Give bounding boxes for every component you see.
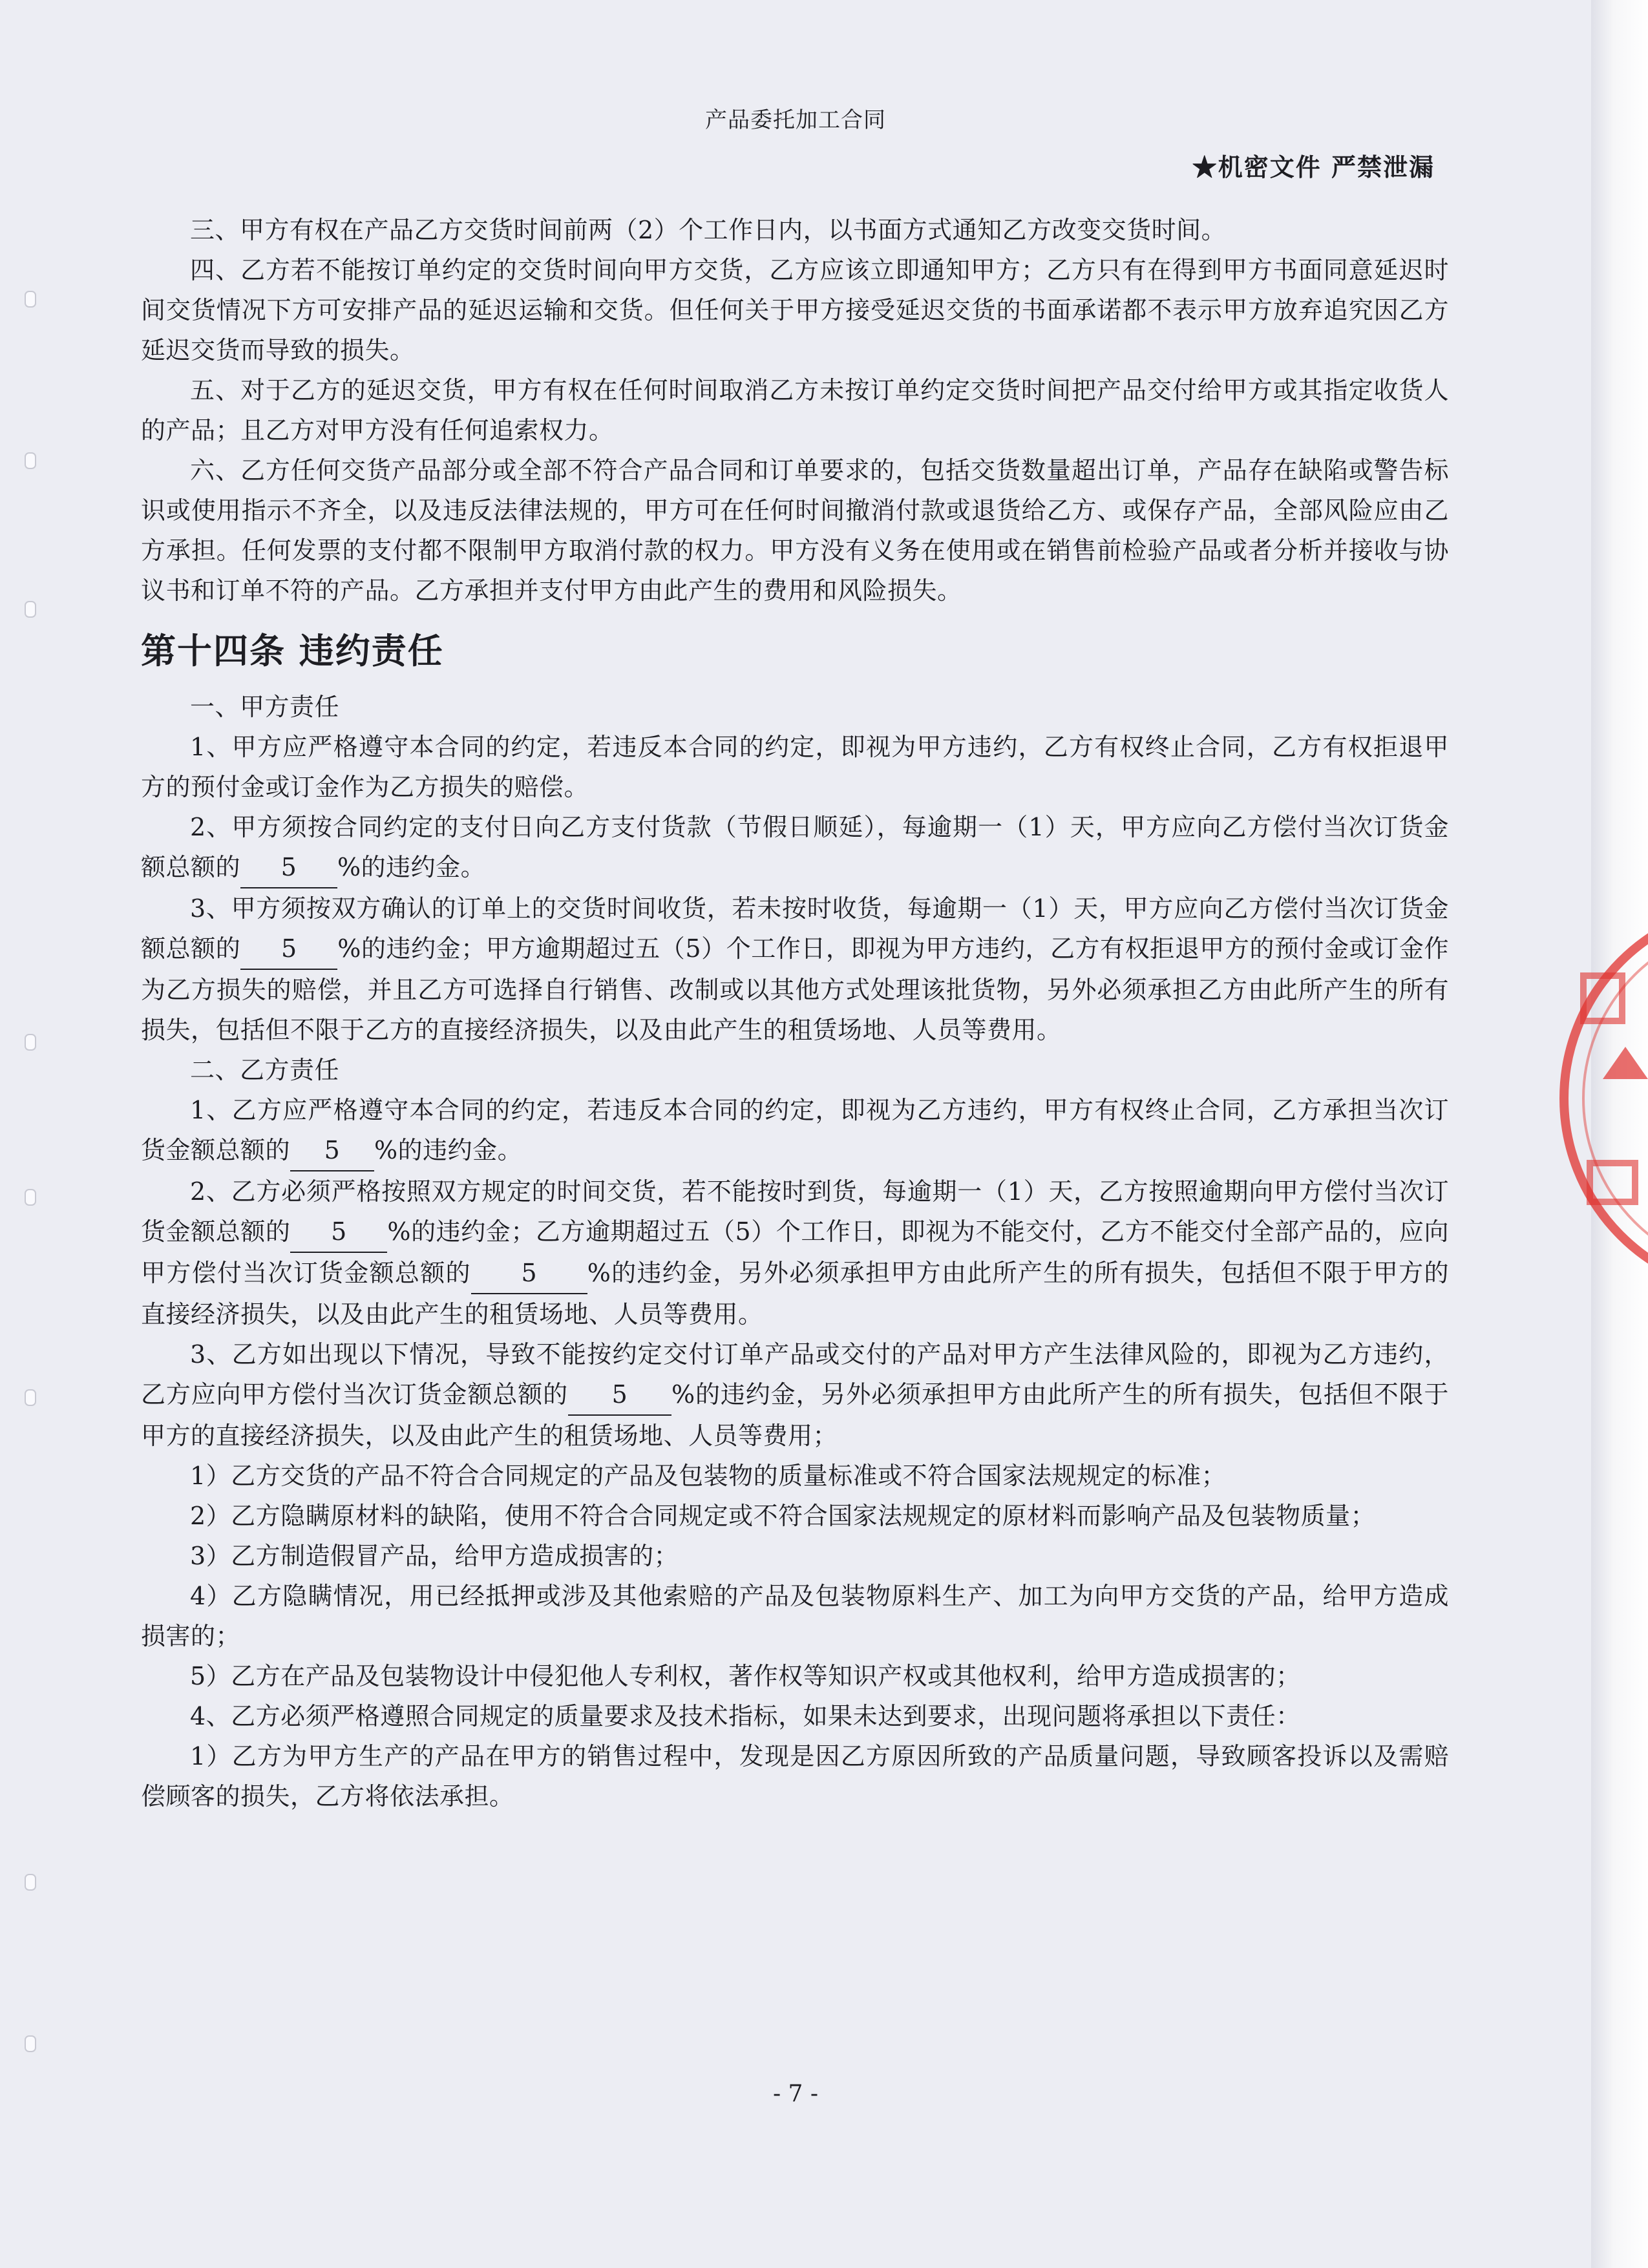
party-b-item-4: 4、乙方必须严格遵照合同规定的质量要求及技术指标，如果未达到要求，出现问题将承担以下责任：: [190, 1702, 1301, 1730]
confidential-mark: ★机密文件 严禁泄漏: [1192, 152, 1435, 182]
party-a-title: 一、甲方责任: [190, 693, 340, 721]
scan-edge: [1591, 0, 1648, 2268]
binding-hole: [25, 2035, 36, 2052]
clause-text: %的违约金；乙方逾期超过五（5）个工作日，即视为不能交付，乙方不能交付全部产品的，应向甲方偿付当次订货金额总额的: [141, 1217, 1449, 1287]
binding-hole: [25, 1874, 36, 1891]
party-b-sub-5: 5）乙方在产品及包装物设计中侵犯他人专利权，著作权等知识产权或其他权利，给甲方造成损害的；: [190, 1662, 1301, 1690]
party-b-sub-1: 1）乙方交货的产品不符合合同规定的产品及包装物的质量标准或不符合国家法规规定的标准；: [190, 1462, 1227, 1490]
binding-hole: [25, 1034, 36, 1051]
binding-hole: [25, 1189, 36, 1206]
clause-text: %的违约金，另外必须承担甲方由此所产生的所有损失，包括但不限于甲方的直接经济损失，以及由此产生的租赁场地、人员等费用；: [141, 1380, 1449, 1450]
clause-text: %的违约金，另外必须承担甲方由此所产生的所有损失，包括但不限于甲方的直接经济损失，以及由此产生的租赁场地、人员等费用。: [141, 1259, 1449, 1328]
binding-hole: [25, 601, 36, 618]
binding-hole: [25, 452, 36, 469]
clause-text: %的违约金。: [374, 1136, 523, 1164]
clause-paragraph: 四、乙方若不能按订单约定的交货时间向甲方交货，乙方应该立即通知甲方；乙方只有在得到甲方书面同意延迟时间交货情况下方可安排产品的延迟运输和交货。但任何关于甲方接受延迟交货的书面承诺都不表示甲方放弃追究因乙方延迟交货而导致的损失。: [141, 256, 1449, 364]
party-a-item-3: [141, 888, 1449, 1050]
party-a-item-2: [141, 807, 1449, 888]
clause-paragraph: 三、甲方有权在产品乙方交货时间前两（2）个工作日内，以书面方式通知乙方改变交货时间。: [190, 216, 1227, 244]
penalty-rate-field: 5: [290, 1212, 387, 1253]
clause-text: 2、甲方须按合同约定的支付日向乙方支付货款（节假日顺延），每逾期一（1）天，甲方应向乙方偿付当次订货金额总额的: [141, 813, 1449, 881]
party-b-title: 二、乙方责任: [190, 1056, 340, 1084]
contract-body: [141, 210, 1449, 1816]
binding-hole: [25, 1389, 36, 1406]
penalty-rate-field: 5: [240, 847, 337, 888]
penalty-rate-field: 5: [290, 1130, 374, 1171]
clause-paragraph: 六、乙方任何交货产品部分或全部不符合产品合同和订单要求的，包括交货数量超出订单，产品存在缺陷或警告标识或使用指示不齐全，以及违反法律法规的，甲方可在任何时间撤消付款或退货给乙方、或保存产品，全部风险应由乙方承担。任何发票的支付都不限制甲方取消付款的权力。甲方没有义务在使用或在销售前检验产品或者分析并接收与协议书和订单不符的产品。乙方承担并支付甲方由此产生的费用和风险损失。: [141, 456, 1449, 605]
party-b-sub-2: 2）乙方隐瞒原材料的缺陷，使用不符合合同规定或不符合国家法规规定的原材料而影响产品及包装物质量；: [190, 1502, 1376, 1530]
clause-text: 1、乙方应严格遵守本合同的约定，若违反本合同的约定，即视为乙方违约，甲方有权终止合同，乙方承担当次订货金额总额的: [141, 1096, 1449, 1164]
clause-text: 2、乙方必须严格按照双方规定的时间交货，若不能按时到货，每逾期一（1）天，乙方按照逾期向甲方偿付当次订货金额总额的: [141, 1177, 1449, 1246]
party-b-item-4-sub-1: 1）乙方为甲方生产的产品在甲方的销售过程中，发现是因乙方原因所致的产品质量问题，导致顾客投诉以及需赔偿顾客的损失，乙方将依法承担。: [141, 1742, 1449, 1811]
clause-paragraph: 五、对于乙方的延迟交货，甲方有权在任何时间取消乙方未按订单约定交货时间把产品交付给甲方或其指定收货人的产品；且乙方对甲方没有任何追索权力。: [141, 376, 1449, 445]
clause-text: %的违约金；甲方逾期超过五（5）个工作日，即视为甲方违约，乙方有权拒退甲方的预付金或订金作为乙方损失的赔偿，并且乙方可选择自行销售、改制或以其他方式处理该批货物，另外必须承担乙方由此所产生的所有损失，包括但不限于乙方的直接经济损失，以及由此产生的租赁场地、人员等费用。: [141, 934, 1449, 1044]
section-heading: 第十四条 违约责任: [141, 631, 444, 671]
party-b-item-1: [141, 1090, 1449, 1171]
party-b-sub-3: 3）乙方制造假冒产品，给甲方造成损害的；: [190, 1542, 679, 1570]
party-a-item-1: 1、甲方应严格遵守本合同的约定，若违反本合同的约定，即视为甲方违约，乙方有权终止合同，乙方有权拒退甲方的预付金或订金作为乙方损失的赔偿。: [141, 733, 1449, 801]
clause-text: 3、乙方如出现以下情况，导致不能按约定交付订单产品或交付的产品对甲方产生法律风险的，即视为乙方违约，乙方应向甲方偿付当次订货金额总额的: [141, 1340, 1449, 1409]
page-number: - 7 -: [772, 2081, 819, 2107]
party-b-item-3: [141, 1334, 1449, 1456]
party-b-item-2: [141, 1171, 1449, 1334]
penalty-rate-field: 5: [568, 1374, 671, 1416]
binding-hole: [25, 291, 36, 308]
penalty-rate-field: 5: [471, 1253, 587, 1294]
clause-text: 3、甲方须按双方确认的订单上的交货时间收货，若未按时收货，每逾期一（1）天，甲方应向乙方偿付当次订货金额总额的: [141, 894, 1449, 963]
document-title: 产品委托加工合同: [705, 107, 886, 133]
clause-text: %的违约金。: [337, 853, 486, 881]
penalty-rate-field: 5: [240, 929, 337, 970]
party-b-sub-4: 4）乙方隐瞒情况，用已经抵押或涉及其他索赔的产品及包装物原料生产、加工为向甲方交货的产品，给甲方造成损害的；: [141, 1582, 1449, 1650]
